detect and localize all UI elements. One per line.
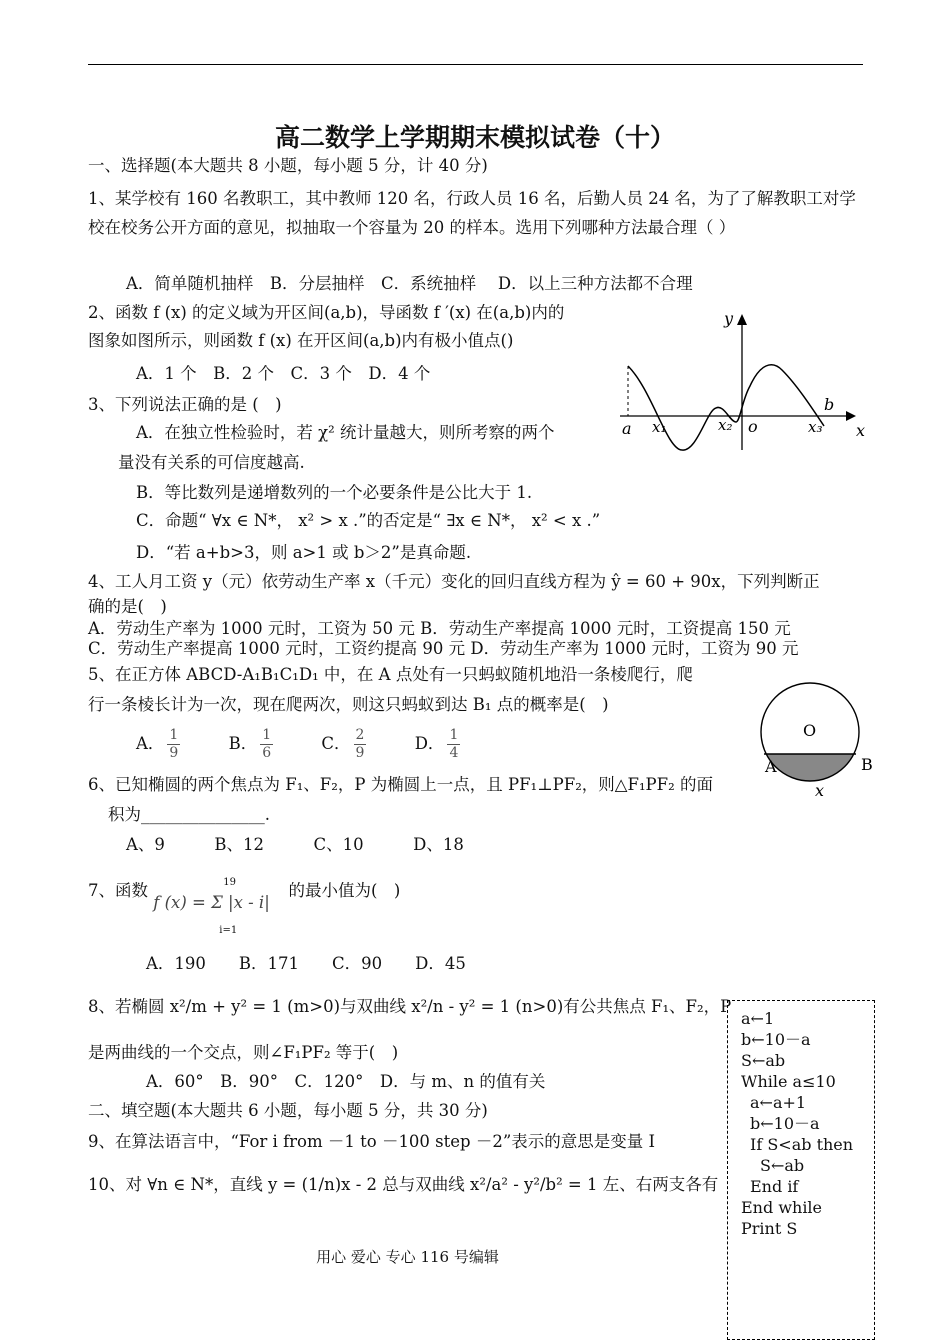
q3-option-a-line2: 量没有关系的可信度越高. — [118, 453, 305, 472]
derivative-graph — [612, 300, 872, 460]
circle-x-label: x — [815, 781, 825, 800]
graph-a-label: a — [622, 419, 632, 438]
q3-option-b: B．等比数列是递增数列的一个必要条件是公比大于 1. — [136, 483, 533, 502]
q6-line2: 积为_______________. — [108, 805, 270, 824]
circle-point-b: B — [861, 755, 873, 774]
q6-line1: 6、已知椭圆的两个焦点为 F₁、F₂，P 为椭圆上一点，且 PF₁⊥PF₂，则△F₁PF₂ 的面 — [88, 775, 713, 794]
q3-stem: 3、下列说法正确的是 ( ) — [88, 395, 282, 414]
algorithm-box — [727, 1000, 875, 1340]
algo-line: a←1 — [741, 1009, 775, 1028]
q2-line1: 2、函数 f (x) 的定义域为开区间(a,b)，导函数 f ′(x) 在(a,b)内的 — [88, 303, 565, 322]
q1-options: A．简单随机抽样 B．分层抽样 C．系统抽样 D．以上三种方法都不合理 — [126, 274, 693, 293]
q8-options: A．60° B．90° C．120° D．与 m、n 的值有关 — [146, 1072, 546, 1091]
q5-options: A． $\frac{1}{9}$ B． $\frac{1}{6}$ C． $\frac{2}{9}$ D． $\frac{1}{4}$ — [136, 727, 459, 761]
q9: 9、在算法语言中，“For i from －1 to －100 step －2”表示的意思是变量 I — [88, 1132, 656, 1151]
q7-stem: 7、函数 19 i=1 f (x) = Σ |x - i| 的最小值为( ) — [88, 877, 401, 936]
q7-options: A．190 B．171 C．90 D．45 — [146, 954, 466, 973]
algo-line: End while — [741, 1198, 823, 1217]
q8-line2: 是两曲线的一个交点，则∠F₁PF₂ 等于( ) — [88, 1043, 399, 1062]
section-2-heading: 二、填空题(本大题共 6 小题，每小题 5 分，共 30 分) — [88, 1101, 488, 1120]
q3-option-c: C．命题“ ∀x ∈ N*， x² > x .”的否定是“ ∃x ∈ N*， x² < x .” — [136, 511, 601, 530]
algo-line: b←10－a — [741, 1030, 811, 1049]
algo-line: b←10－a — [750, 1114, 820, 1133]
algo-line: S←ab — [760, 1156, 805, 1175]
q4-option-ab: A．劳动生产率为 1000 元时，工资为 50 元 B．劳动生产率提高 1000 元时，工资提高 150 元 — [88, 619, 791, 638]
graph-y-label: y — [724, 309, 734, 328]
q1-stem: 1、某学校有 160 名教职工，其中教师 120 名，行政人员 16 名，后勤人员 24 名，为了了解教职工对学校在校务公开方面的意见，拟抽取一个容量为 20 的样本。选用下列哪种方法最合理（ ） — [88, 189, 856, 237]
q2-line2: 图象如图所示，则函数 f (x) 在开区间(a,b)内有极小值点() — [88, 331, 514, 350]
page-footer: 用心 爱心 专心 116 号编辑 — [316, 1248, 499, 1266]
header-rule — [88, 64, 863, 65]
q4-line2: 确的是( ) — [88, 597, 167, 616]
q4-option-cd: C．劳动生产率提高 1000 元时，工资约提高 90 元 D．劳动生产率为 1000 元时，工资为 90 元 — [88, 639, 799, 658]
algo-line: End if — [750, 1177, 799, 1196]
circle-figure — [755, 664, 885, 804]
q8-line1: 8、若椭圆 x²/m + y² = 1 (m>0)与双曲线 x²/n - y² = 1 (n>0)有公共焦点 F₁、F₂，P — [88, 997, 732, 1016]
page-title: 高二数学上学期期末模拟试卷（十） — [274, 123, 675, 152]
graph-x-label: x — [856, 421, 866, 440]
q10: 10、对 ∀n ∈ N*，直线 y = (1/n)x - 2 总与双曲线 x²/a² - y²/b² = 1 左、右两支各有 — [88, 1175, 719, 1194]
circle-point-a: A — [765, 757, 777, 776]
graph-origin-label: o — [748, 417, 758, 436]
q5-line2: 行一条棱长计为一次，现在爬两次，则这只蚂蚁到达 B₁ 点的概率是( ) — [88, 695, 609, 714]
q4-line1: 4、工人月工资 y（元）依劳动生产率 x（千元）变化的回归直线方程为 ŷ = 60 + 90x，下列判断正 — [88, 572, 820, 591]
algo-line: a←a+1 — [750, 1093, 807, 1112]
q3-option-a-line1: A．在独立性检验时，若 χ² 统计量越大，则所考察的两个 — [136, 423, 555, 442]
section-1-heading: 一、选择题(本大题共 8 小题，每小题 5 分，计 40 分) — [88, 156, 488, 175]
algo-line: S←ab — [741, 1051, 786, 1070]
graph-x3-label: x₃ — [808, 418, 823, 436]
graph-b-label: b — [824, 395, 835, 414]
algo-line: While a≤10 — [741, 1072, 836, 1091]
q3-option-d: D．“若 a+b>3，则 a>1 或 b＞2”是真命题. — [136, 543, 472, 562]
algo-line: Print S — [741, 1219, 798, 1238]
graph-x1-label: x₁ — [652, 418, 667, 436]
q2-options: A．1 个 B．2 个 C．3 个 D．4 个 — [136, 364, 431, 383]
algo-line: If S<ab then — [750, 1135, 854, 1154]
graph-x2-label: x₂ — [718, 416, 733, 434]
q5-line1: 5、在正方体 ABCD-A₁B₁C₁D₁ 中，在 A 点处有一只蚂蚁随机地沿一条棱爬行，爬 — [88, 665, 693, 684]
circle-center-label: O — [803, 721, 817, 740]
q6-options: A、9 B、12 C、10 D、18 — [126, 835, 464, 854]
